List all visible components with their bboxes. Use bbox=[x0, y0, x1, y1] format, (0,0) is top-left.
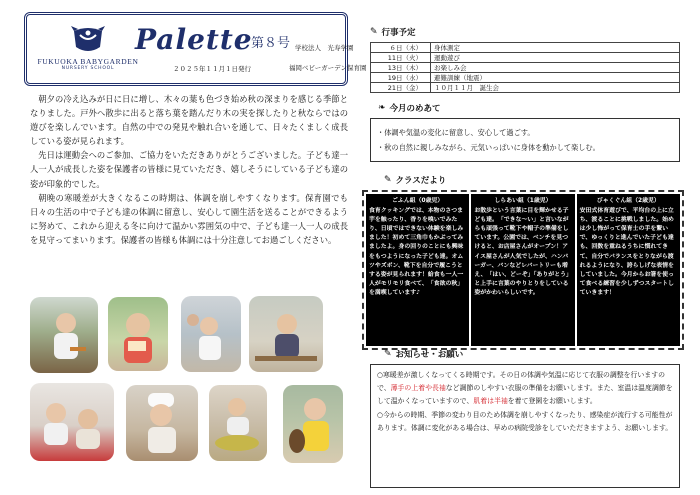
table-row bbox=[371, 53, 680, 63]
class-report-1 bbox=[471, 194, 574, 346]
school-logo bbox=[33, 21, 143, 83]
notice-item-1 bbox=[377, 369, 673, 409]
intro-paragraph-2: 先日は運動会へのご参加、ご協力をいただきありがとうございました。子ども達一人一人が成長した姿を保護者の皆様に見ていただき、嬉しそうにしている子ども達の姿が印象的でした。 bbox=[30, 150, 348, 189]
photo-babies-mat bbox=[30, 383, 114, 461]
photo-children-table bbox=[209, 385, 267, 461]
schedule-date: 19日（水） bbox=[371, 73, 431, 83]
issue-number: 第８号 bbox=[251, 36, 291, 51]
class-text: お散歩という言葉に目を輝かせる子ども達。「できな～い」と言いながらも頑張って靴下や帽子の準備をしています。公園では、ベンチを見つけると、お店屋さんがオープン！アイス屋さんが人気でしたが、ハンバーガー、パンなどレパートリーも増え、「はい、どーぞ」「ありがとう」と上手に言葉のやりとりをしている姿がかわいらしいです。 bbox=[474, 208, 569, 296]
pencil-icon: ✎ bbox=[384, 175, 392, 185]
schedule-event: 避難訓練（地震） bbox=[431, 73, 680, 83]
notice-text: を着て登園をお願いします。 bbox=[507, 397, 597, 406]
goals-heading bbox=[378, 102, 441, 114]
table-row bbox=[371, 83, 680, 93]
newsletter-header bbox=[24, 12, 367, 86]
schedule-event: お楽しみ会 bbox=[431, 63, 680, 73]
brand-subtitle: NURSERY SCHOOL bbox=[61, 66, 115, 71]
notices-box bbox=[370, 364, 680, 488]
notice-highlight: 薄手の上着や長袖 bbox=[390, 384, 446, 393]
photo-child-cooking bbox=[108, 297, 168, 371]
publish-date: ２０２５年１１月１日発行 bbox=[173, 65, 251, 73]
schedule-date: ６日（木） bbox=[371, 43, 431, 53]
table-row bbox=[371, 43, 680, 53]
class-name: ごふん組（0歳児） bbox=[392, 198, 444, 204]
notices-heading bbox=[384, 348, 463, 360]
schedule-event: １０月１１月 誕生会 bbox=[431, 83, 680, 93]
schedule-table bbox=[370, 42, 680, 93]
goal-item: ・体調や気温の変化に留意し、安心して過ごす。 bbox=[377, 128, 535, 137]
class-name: びゃくぐん組（2歳児） bbox=[596, 198, 660, 204]
pencil-icon: ✎ bbox=[384, 349, 392, 359]
class-report-0 bbox=[366, 194, 469, 346]
intro-text bbox=[30, 92, 348, 247]
class-text: 食育クッキングでは、本物のさつま芋を触ったり、香りを嗅いでみたり、日頃ではできない体験を楽しみました！初めて三角巾もかぶってみましたよ。身の回りのことにも興味をもつようになった子ども達。オムツやズボン、靴下を自分で履こうとする姿が見られます！給食も一人一人がモリモリ食べて、「食欲の秋」を満喫しています♪ bbox=[369, 208, 464, 296]
table-row bbox=[371, 63, 680, 73]
goal-item: ・秋の自然に親しみながら、元気いっぱいに身体を動かして楽しむ。 bbox=[377, 143, 600, 152]
photo-child-digging bbox=[30, 297, 98, 373]
notice-item-2: ○今からの時期、季節の変わり目のため体調を崩しやすくなったり、感染症が流行する可能性があります。体調に変化がある場合は、早めの病院受診をしていただきますよう、お願いします。 bbox=[377, 410, 673, 432]
schedule-heading-label: 行事予定 bbox=[381, 28, 416, 38]
classes-heading bbox=[384, 174, 446, 186]
schedule-date: 21日（金） bbox=[371, 83, 431, 93]
class-report-2 bbox=[577, 194, 680, 346]
notices-heading-label: お知らせ・お願い bbox=[395, 350, 464, 360]
notice-highlight: 肌着は半袖 bbox=[473, 397, 508, 406]
intro-paragraph-1: 朝夕の冷え込みが日に日に増し、木々の葉も色づき始め秋の深まりを感じる季節となりました。戸外へ散歩に出ると落ち葉を踏んだり木の実を探したりと秋ならではの遊びを楽しんでいます。自然の中での発見や触れ合いを通して、日々たくましく成長している姿が見られます。 bbox=[30, 94, 348, 147]
school-name: 福岡ベビーガーデン保育園 bbox=[289, 64, 367, 72]
schedule-event: 運動遊び bbox=[431, 53, 680, 63]
schedule-date: 13日（木） bbox=[371, 63, 431, 73]
goals-box bbox=[370, 118, 680, 162]
crest-icon bbox=[70, 21, 106, 57]
photo-child-balance bbox=[249, 296, 323, 372]
schedule-heading bbox=[370, 26, 416, 38]
table-row bbox=[371, 73, 680, 83]
newsletter-title: Palette bbox=[135, 23, 253, 56]
photo-child-pinecone bbox=[283, 385, 343, 463]
goals-heading-label: 今月のめあて bbox=[389, 104, 441, 114]
classes-heading-label: クラスだより bbox=[395, 176, 447, 186]
schedule-date: 11日（火） bbox=[371, 53, 431, 63]
class-name: しらあい組（1歳児） bbox=[494, 198, 552, 204]
photo-child-chef-hat bbox=[126, 385, 198, 461]
photo-children-playing bbox=[181, 296, 241, 372]
notice-text: ○寒暖差が激しくなってくる時期です。その日の体調や気温に応じて衣服の調整を行いますので、 bbox=[377, 371, 665, 393]
class-reports bbox=[362, 190, 684, 350]
pencil-icon: ✎ bbox=[370, 27, 378, 37]
intro-paragraph-3: 朝晩の寒暖差が大きくなるこの時期は、体調を崩しやすくなります。保育園でも日々の生活の中で子ども達の体調に留意し、安心して園生活を送ることができるように努めて、これから迎える冬に向けて温かい雰囲気の中で、子ども達一人一人の成長を見守ってまいります。保護者の皆様も体調には十分注意してお過ごしください。 bbox=[30, 192, 348, 245]
class-text: 安田式体育遊びで、平均台の上に立ち、渡ることに挑戦しました。始めは少し怖がって保育士の手を繋いで、ゆっくりと進んでいた子ども達も、回数を重ねるうちに慣れてきて、自分でバランスをとりながら渡れるようになり、誇らしげな表情をしていました。今月からお箸を使って食べる練習を少しずつスタートしていきます！ bbox=[579, 208, 674, 296]
schedule-event: 身体測定 bbox=[431, 43, 680, 53]
leaf-icon: ❧ bbox=[378, 103, 386, 113]
publisher: 学校法人 光寿学園 bbox=[295, 44, 354, 52]
brand-name: FUKUOKA BABYGARDEN bbox=[37, 57, 139, 66]
notice-text: など調節のしやすい衣服の準備をお願いします。また、室温は温度調節をして温かくなっていますので、 bbox=[377, 384, 673, 406]
